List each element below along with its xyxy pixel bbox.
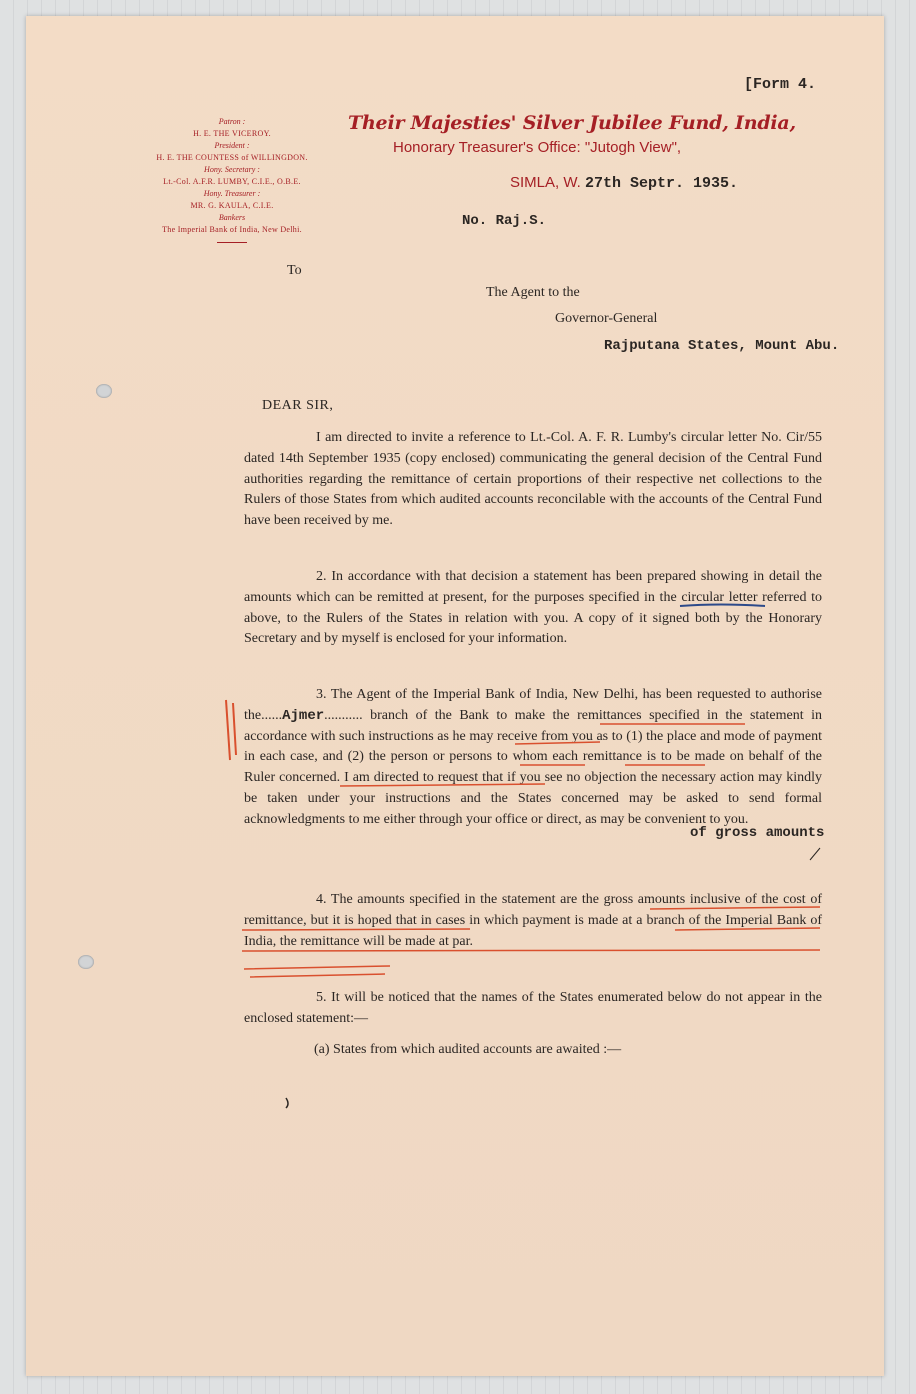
date-line xyxy=(510,174,738,192)
bank-branch-name: Ajmer xyxy=(282,707,325,724)
addressee-line-1: The Agent to the xyxy=(486,285,580,300)
place: SIMLA, W. xyxy=(510,174,581,191)
sub-item-a: (a) States from which audited accounts are awaited :— xyxy=(314,1042,622,1057)
secretary-role: Hony. Secretary : xyxy=(204,165,260,174)
paragraph-1 xyxy=(244,428,822,532)
president-name: H. E. THE COUNTESS of WILLINGDON. xyxy=(156,153,308,162)
paragraph-4 xyxy=(244,890,822,952)
treasurer-name: MR. G. KAULA, C.I.E. xyxy=(190,201,274,210)
patron-name: H. E. THE VICEROY. xyxy=(193,129,271,138)
bankers-role: Bankers xyxy=(218,213,246,222)
patrons-divider xyxy=(217,242,247,243)
paragraph-3 xyxy=(244,685,822,831)
form-number: [Form 4. xyxy=(744,76,817,93)
paragraph-5 xyxy=(244,988,822,1030)
to-label: To xyxy=(287,263,302,278)
paragraph-4-text: 4. The amounts specified in the statement are the gross amounts inclusive of the cost of remittance, but it is hoped that in cases in which payment is made at a branch of the Imperial Bank of India, the remittance will be made at par. xyxy=(244,892,822,949)
paragraph-2-text: 2. In accordance with that decision a statement has been prepared showing in detail the amounts which can be remitted at present, for the purposes specified in the circular letter referred to above, to the Rulers of the States in relation with you. A copy of it signed both by the Honorary Secretary and by myself is enclosed for your information. xyxy=(244,569,822,647)
president-role: President : xyxy=(214,141,250,150)
addressee-line-3: Rajputana States, Mount Abu. xyxy=(604,338,840,354)
punch-hole-top xyxy=(96,384,112,398)
secretary-name: Lt.-Col. A.F.R. LUMBY, C.I.E., O.B.E. xyxy=(163,177,301,186)
salutation: DEAR SIR, xyxy=(262,398,334,413)
paragraph-3-text-a: 3. The Agent of the Imperial Bank of India, New Delhi, has been requested to authorise the...... xyxy=(244,687,822,723)
letter-date: 27th Septr. 1935. xyxy=(585,175,739,192)
paragraph-2 xyxy=(244,567,822,650)
paragraph-1-text: I am directed to invite a reference to Lt.-Col. A. F. R. Lumby's circular letter No. Cir/55 dated 14th September 1935 (copy enclosed) communicating the general decision of the Central Fund authorities regarding the remittance of certain proportions of their respective net collections to the Rulers of those States from which audited accounts reconcilable with the accounts of the Central Fund have been received by me. xyxy=(244,430,822,529)
patron-role: Patron : xyxy=(218,117,246,126)
typed-insertion: of gross amounts xyxy=(690,825,825,841)
addressee-line-2: Governor-General xyxy=(555,311,658,326)
punch-hole-bottom xyxy=(78,955,94,969)
reference-number: No. Raj.S. xyxy=(462,213,547,229)
letterhead-title: Their Majesties' Silver Jubilee Fund, India, xyxy=(348,112,796,134)
letterhead-office: Honorary Treasurer's Office: "Jutogh View", xyxy=(393,139,682,156)
treasurer-role: Hony. Treasurer : xyxy=(203,189,261,198)
paragraph-5-text: 5. It will be noticed that the names of the States enumerated below do not appear in the enclosed statement:— xyxy=(244,990,822,1026)
paragraph-3-text-b: ........... branch of the Bank to make the remittances specified in the statement in accordance with such instructions as he may receive from you as to (1) the place and mode of payment in each case, and (2) the person or persons to whom each remittance is to be made on behalf of the Ruler concerned. I am directed to request that if you see no objection the necessary action may kindly be taken under your instructions and the States concerned may be asked to send formal acknowledgments to me either through your office or direct, as may be convenient to you. xyxy=(244,707,822,827)
bankers-name: The Imperial Bank of India, New Delhi. xyxy=(162,225,302,234)
patrons-block xyxy=(122,116,342,243)
